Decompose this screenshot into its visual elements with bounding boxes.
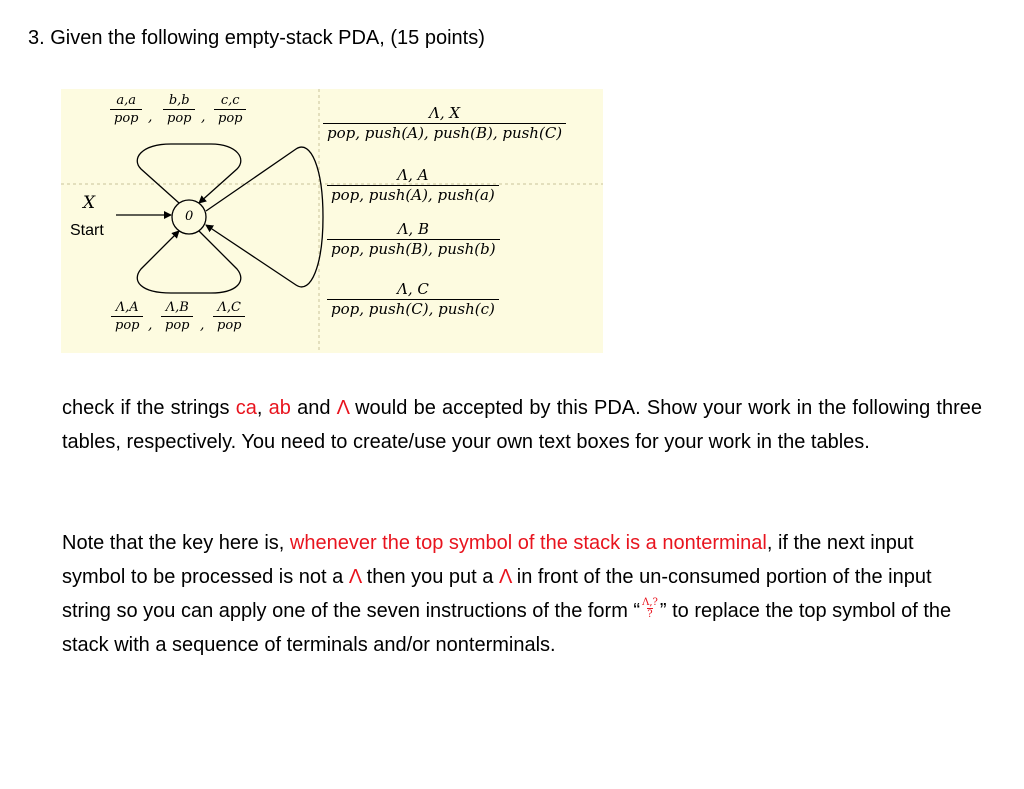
bottom-loop-input-a: Λ,A — [115, 300, 139, 315]
note-text: Note that the key here is, — [62, 532, 290, 554]
start-label: Start — [70, 222, 104, 239]
instructions-paragraph — [62, 391, 982, 459]
note-text: then you put a — [361, 566, 499, 588]
right-loop-input-a: Λ, A — [397, 166, 429, 184]
comma: , — [201, 109, 206, 125]
bottom-loop-label-c — [213, 301, 245, 332]
right-loop-op-c: pop, push(C), push(c) — [327, 299, 499, 317]
bottom-loop-op-c: pop — [213, 316, 245, 332]
note-lambda: Λ — [498, 566, 512, 588]
instructions-text: , — [256, 397, 269, 419]
bottom-loop-arrow — [137, 231, 241, 293]
instruction-form-numerator: Λ,? — [642, 596, 658, 608]
right-loop-input-c: Λ, C — [396, 280, 429, 298]
note-text: , if the next input symbol to be processed is not a — [62, 532, 914, 588]
right-loop-op-x: pop, push(A), push(B), push(C) — [323, 123, 566, 141]
bottom-loop-input-b: Λ,B — [165, 300, 189, 315]
top-loop-input-c: c,c — [220, 93, 240, 108]
instruction-form-fraction — [642, 598, 658, 620]
right-loop-input-b: Λ, B — [397, 220, 429, 238]
instructions-text: and — [290, 397, 337, 419]
top-loop-label-b — [163, 94, 195, 125]
state-0-label: 0 — [185, 209, 194, 224]
bottom-loop-op-b: pop — [161, 316, 193, 332]
start-stack-symbol: X — [83, 193, 96, 213]
note-highlight: whenever the top symbol of the stack is a nonterminal — [289, 532, 767, 554]
top-loop-input-b: b,b — [168, 93, 190, 108]
problem-heading: 3. Given the following empty-stack PDA, (15 points) — [28, 27, 485, 49]
string-lambda: Λ — [336, 397, 349, 419]
instruction-form-denominator: ? — [647, 608, 653, 620]
bottom-loop-label-b — [161, 301, 193, 332]
right-loop-label-c — [327, 282, 499, 317]
note-lambda: Λ — [348, 566, 362, 588]
bottom-loop-label-a — [111, 301, 143, 332]
pda-diagram — [61, 89, 603, 353]
bottom-loop-op-a: pop — [111, 316, 143, 332]
top-loop-label-a — [110, 94, 142, 125]
top-loop-op-c: pop — [214, 109, 246, 125]
note-text: ” to replace the top symbol of the stack with a sequence of terminals and/or nonterminals. — [62, 600, 952, 656]
string-ca: ca — [235, 397, 257, 419]
instructions-text: check if the strings — [62, 397, 236, 419]
right-loop-label-b — [327, 222, 500, 257]
string-ab: ab — [268, 397, 291, 419]
right-loop-label-a — [327, 168, 499, 203]
top-loop-input-a: a,a — [116, 93, 137, 108]
note-text: in front of the un-consumed portion of the input string so you can apply one of the seven instructions of the form “ — [62, 566, 932, 622]
right-loop-label-x — [323, 106, 566, 141]
top-loop-label-c — [214, 94, 246, 125]
right-loop-input-x: Λ, X — [429, 104, 461, 122]
bottom-loop-input-c: Λ,C — [217, 300, 241, 315]
top-loop-arrow — [137, 144, 241, 203]
top-loop-op-b: pop — [163, 109, 195, 125]
right-loop-arrow — [206, 147, 323, 287]
right-loop-op-b: pop, push(B), push(b) — [327, 239, 500, 257]
right-loop-op-a: pop, push(A), push(a) — [327, 185, 499, 203]
comma: , — [148, 109, 153, 125]
comma: , — [148, 317, 153, 333]
instructions-text: would be accepted by this PDA. Show your work in the following three tables, respectively. You need to create/use your own text boxes for your work in the tables. — [62, 397, 983, 453]
top-loop-op-a: pop — [110, 109, 142, 125]
note-paragraph — [62, 526, 962, 662]
comma: , — [200, 317, 205, 333]
